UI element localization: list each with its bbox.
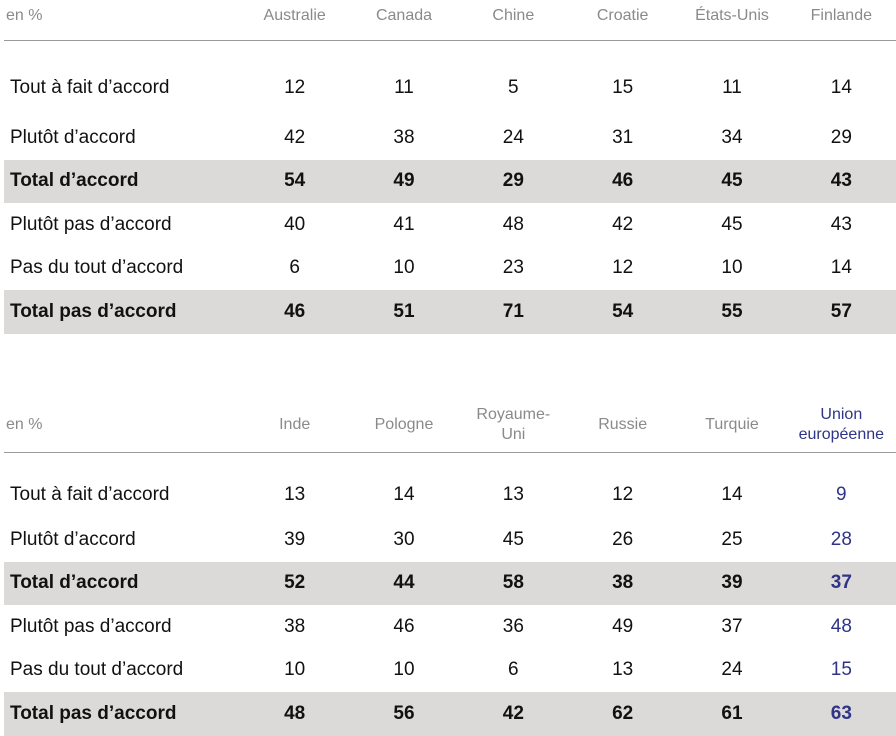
value-cell: 42 bbox=[284, 126, 306, 148]
value-cell: 28 bbox=[830, 528, 852, 550]
value-cell: 48 bbox=[830, 615, 852, 637]
column-header bbox=[568, 398, 677, 452]
value-cell: 25 bbox=[721, 528, 743, 550]
column-header-line: Union bbox=[820, 405, 863, 423]
column-header: États-Unis bbox=[677, 0, 786, 40]
table-row bbox=[4, 247, 896, 291]
value-cell: 14 bbox=[830, 77, 852, 99]
value-cell: 10 bbox=[284, 659, 306, 681]
value-cell: 45 bbox=[502, 528, 524, 550]
row-label: Plutôt d’accord bbox=[10, 528, 136, 550]
value-cell: 23 bbox=[502, 257, 524, 279]
column-header-line: Pologne bbox=[374, 415, 434, 433]
value-cell: 52 bbox=[240, 562, 349, 606]
value-cell: 13 bbox=[612, 659, 634, 681]
table-header-row bbox=[4, 0, 896, 40]
value-cell: 36 bbox=[502, 615, 524, 637]
table-row bbox=[4, 452, 896, 518]
row-label: Plutôt d’accord bbox=[10, 126, 136, 148]
value-cell: 48 bbox=[502, 213, 524, 235]
value-cell: 44 bbox=[349, 562, 458, 606]
value-cell: 45 bbox=[721, 213, 743, 235]
value-cell: 57 bbox=[787, 290, 896, 334]
value-cell: 40 bbox=[284, 213, 306, 235]
value-cell: 12 bbox=[284, 77, 306, 99]
value-cell: 38 bbox=[568, 562, 677, 606]
column-header-line: Inde bbox=[279, 415, 311, 433]
row-label: Pas du tout d’accord bbox=[10, 257, 184, 279]
value-cell: 29 bbox=[830, 126, 852, 148]
value-cell: 10 bbox=[393, 257, 415, 279]
column-header: Canada bbox=[349, 0, 458, 40]
column-header: Australie bbox=[240, 0, 349, 40]
row-label: Plutôt pas d’accord bbox=[10, 615, 172, 637]
table-row bbox=[4, 40, 896, 116]
value-cell: 9 bbox=[836, 484, 847, 506]
table-body bbox=[4, 40, 896, 334]
value-cell: 24 bbox=[502, 126, 524, 148]
total-row bbox=[4, 290, 896, 334]
value-cell: 39 bbox=[677, 562, 786, 606]
column-header-line: Turquie bbox=[705, 415, 759, 433]
value-cell: 46 bbox=[568, 160, 677, 204]
total-row bbox=[4, 562, 896, 606]
value-cell: 42 bbox=[459, 692, 568, 736]
value-cell: 54 bbox=[568, 290, 677, 334]
unit-label: en % bbox=[4, 398, 240, 452]
value-cell: 56 bbox=[349, 692, 458, 736]
value-cell: 63 bbox=[787, 692, 896, 736]
column-header-line: Russie bbox=[598, 415, 648, 433]
column-header: Finlande bbox=[787, 0, 896, 40]
value-cell: 11 bbox=[394, 77, 414, 99]
column-header-line: Royaume- bbox=[476, 405, 551, 423]
table-row bbox=[4, 518, 896, 562]
table-header-row bbox=[4, 398, 896, 452]
value-cell: 55 bbox=[677, 290, 786, 334]
value-cell: 12 bbox=[612, 484, 634, 506]
value-cell: 54 bbox=[240, 160, 349, 204]
value-cell: 29 bbox=[459, 160, 568, 204]
column-header bbox=[677, 398, 786, 452]
unit-label: en % bbox=[4, 0, 240, 40]
value-cell: 41 bbox=[393, 213, 415, 235]
value-cell: 13 bbox=[502, 484, 524, 506]
table-row bbox=[4, 649, 896, 693]
value-cell: 38 bbox=[393, 126, 415, 148]
column-header bbox=[349, 398, 458, 452]
value-cell: 5 bbox=[508, 77, 519, 99]
row-label: Total pas d’accord bbox=[4, 290, 240, 334]
table-row bbox=[4, 203, 896, 247]
value-cell: 14 bbox=[830, 257, 852, 279]
value-cell: 10 bbox=[721, 257, 743, 279]
value-cell: 43 bbox=[830, 213, 852, 235]
value-cell: 62 bbox=[568, 692, 677, 736]
value-cell: 51 bbox=[349, 290, 458, 334]
value-cell: 14 bbox=[721, 484, 743, 506]
table-row bbox=[4, 116, 896, 160]
value-cell: 38 bbox=[284, 615, 306, 637]
value-cell: 46 bbox=[240, 290, 349, 334]
total-row bbox=[4, 692, 896, 736]
column-header: Croatie bbox=[568, 0, 677, 40]
value-cell: 45 bbox=[677, 160, 786, 204]
value-cell: 58 bbox=[459, 562, 568, 606]
column-header-eu bbox=[787, 398, 896, 452]
value-cell: 24 bbox=[721, 659, 743, 681]
value-cell: 39 bbox=[284, 528, 306, 550]
value-cell: 26 bbox=[612, 528, 634, 550]
value-cell: 15 bbox=[612, 77, 634, 99]
value-cell: 37 bbox=[787, 562, 896, 606]
column-header bbox=[459, 398, 568, 452]
value-cell: 30 bbox=[393, 528, 415, 550]
row-label: Total d’accord bbox=[4, 562, 240, 606]
row-label: Total pas d’accord bbox=[4, 692, 240, 736]
value-cell: 31 bbox=[612, 126, 634, 148]
row-label: Total d’accord bbox=[4, 160, 240, 204]
column-header: Chine bbox=[459, 0, 568, 40]
value-cell: 34 bbox=[721, 126, 743, 148]
row-label: Tout à fait d’accord bbox=[10, 77, 170, 99]
value-cell: 11 bbox=[722, 77, 742, 99]
value-cell: 37 bbox=[721, 615, 743, 637]
value-cell: 12 bbox=[612, 257, 634, 279]
value-cell: 42 bbox=[612, 213, 634, 235]
total-row bbox=[4, 160, 896, 204]
column-header bbox=[240, 398, 349, 452]
survey-table-1 bbox=[4, 0, 896, 334]
survey-table-2 bbox=[4, 398, 896, 736]
value-cell: 61 bbox=[677, 692, 786, 736]
row-label: Plutôt pas d’accord bbox=[10, 213, 172, 235]
value-cell: 49 bbox=[349, 160, 458, 204]
value-cell: 10 bbox=[393, 659, 415, 681]
value-cell: 13 bbox=[284, 484, 306, 506]
value-cell: 49 bbox=[612, 615, 634, 637]
value-cell: 48 bbox=[240, 692, 349, 736]
row-label: Pas du tout d’accord bbox=[10, 659, 184, 681]
table-row bbox=[4, 605, 896, 649]
value-cell: 6 bbox=[289, 257, 300, 279]
column-header-line: européenne bbox=[798, 425, 885, 443]
value-cell: 14 bbox=[393, 484, 415, 506]
value-cell: 6 bbox=[508, 659, 519, 681]
table-body bbox=[4, 452, 896, 736]
value-cell: 46 bbox=[393, 615, 415, 637]
row-label: Tout à fait d’accord bbox=[10, 484, 170, 506]
value-cell: 71 bbox=[459, 290, 568, 334]
value-cell: 43 bbox=[787, 160, 896, 204]
column-header-line: Uni bbox=[501, 425, 526, 443]
value-cell: 15 bbox=[830, 659, 852, 681]
